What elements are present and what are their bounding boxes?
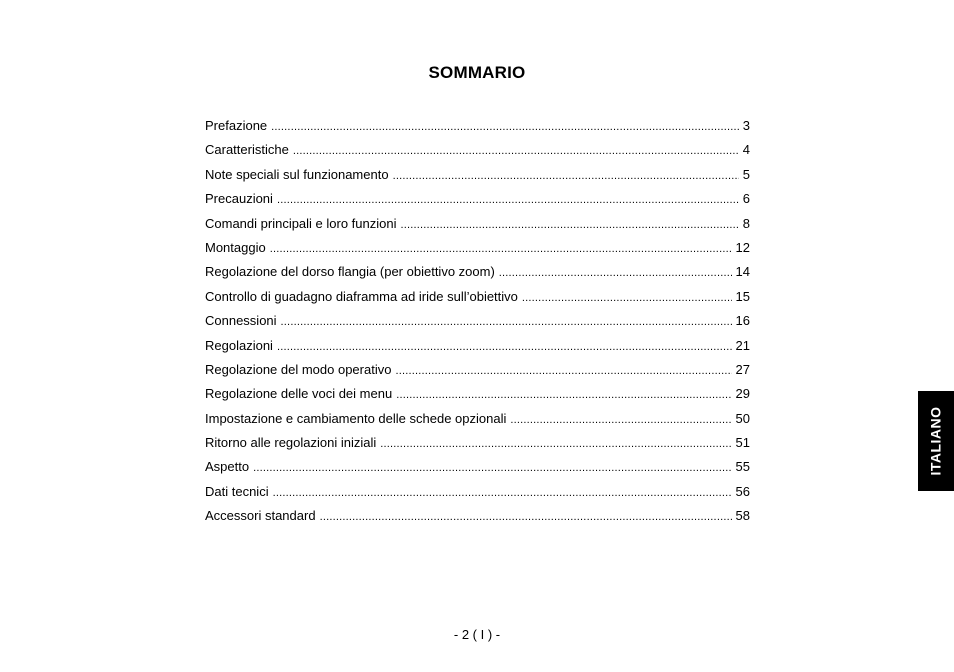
toc-entry-label: Comandi principali e loro funzioni [205,215,397,231]
toc-entry-page: 56 [735,483,750,499]
toc-entry [205,338,750,362]
toc-entry-label: Accessori standard [205,508,316,524]
toc-entry [205,264,750,288]
toc-entry [205,142,750,166]
toc-entry-label: Regolazione del dorso flangia (per obiettivo zoom) [205,264,495,280]
toc-entry-page: 5 [742,166,750,182]
page-title: SOMMARIO [428,63,526,82]
toc-dot-leader [499,267,732,279]
toc-entry [205,289,750,313]
toc-dot-leader [277,341,732,353]
toc-dot-leader [510,414,731,426]
toc-dot-leader [293,145,739,157]
toc-dot-leader [320,511,732,523]
toc-entry-page: 16 [735,313,750,329]
toc-entry-page: 3 [742,118,750,133]
toc-entry-page: 51 [735,435,750,451]
toc-entry-label: Impostazione e cambiamento delle schede opzionali [205,410,507,426]
toc-entry [205,216,750,240]
toc-entry-label: Regolazioni [205,337,273,353]
toc-entry-page: 8 [742,215,750,231]
toc-entry-page: 50 [735,410,750,426]
toc-entry-page: 4 [742,142,750,158]
page-number: - 2 ( I ) - [453,627,501,642]
toc-entry [205,411,750,435]
toc-entry [205,118,750,142]
toc-entry-label: Precauzioni [205,191,273,207]
toc-entry [205,459,750,483]
toc-entry-label: Note speciali sul funzionamento [205,166,389,182]
toc-entry [205,362,750,386]
toc-entry-label: Regolazione del modo operativo [205,361,392,377]
toc-dot-leader [396,389,731,401]
toc-entry-label: Connessioni [205,313,277,329]
toc-entry-page: 6 [742,191,750,207]
toc-entry-label: Prefazione [205,118,268,133]
toc-dot-leader [522,292,732,304]
toc-entry-page: 12 [735,239,750,255]
toc-entry-page: 29 [735,386,750,402]
toc-entry [205,167,750,191]
toc-dot-leader [270,243,732,255]
toc-entry-label: Caratteristiche [205,142,289,158]
toc-entry-label: Montaggio [205,239,266,255]
toc-entry [205,386,750,410]
toc-entry-label: Ritorno alle regolazioni iniziali [205,435,377,451]
toc-entry-label: Controllo di guadagno diaframma ad iride sull’obiettivo [205,288,518,304]
toc-entry [205,484,750,508]
toc-entry-page: 21 [735,337,750,353]
toc-entry [205,313,750,337]
toc-entry [205,191,750,215]
toc-dot-leader [273,487,732,499]
toc-entry-page: 14 [735,264,750,280]
language-tab [918,391,954,491]
toc-entry-page: 58 [735,508,750,524]
toc-dot-leader [271,121,739,133]
toc-entry-label: Aspetto [205,459,250,475]
toc-entry-page: 15 [735,288,750,304]
toc-dot-leader [277,194,739,206]
table-of-contents [205,118,750,533]
toc-entry [205,508,750,532]
language-tab-label: ITALIANO [928,406,945,476]
toc-entry-label: Regolazione delle voci dei menu [205,386,393,402]
toc-dot-leader [401,219,739,231]
toc-entry-page: 55 [735,459,750,475]
toc-dot-leader [253,462,731,474]
toc-entry [205,240,750,264]
toc-dot-leader [281,316,732,328]
toc-entry-page: 27 [735,361,750,377]
toc-entry-label: Dati tecnici [205,483,269,499]
toc-dot-leader [380,438,731,450]
toc-dot-leader [393,170,739,182]
toc-entry [205,435,750,459]
toc-dot-leader [395,365,731,377]
